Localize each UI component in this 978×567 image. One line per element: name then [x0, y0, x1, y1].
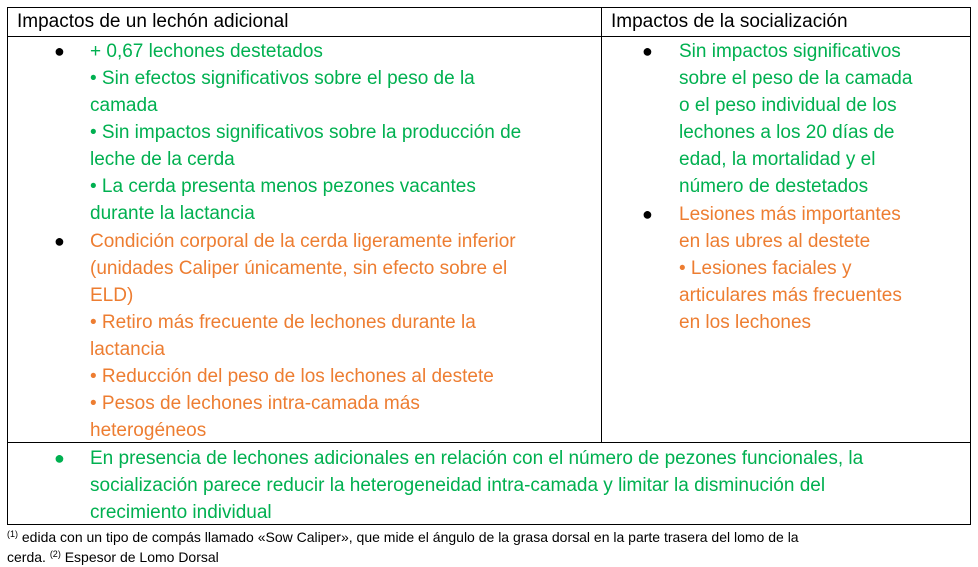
header-cell-extra-piglet: Impactos de un lechón adicional	[8, 8, 602, 36]
text-line: • Reducción del peso de los lechones al destete	[90, 366, 494, 387]
text-line: en los lechones	[679, 312, 812, 333]
footnote-text: Espesor de Lomo Dorsal	[60, 549, 219, 565]
bullet-icon: ●	[54, 448, 65, 468]
cell-socialization-impacts	[602, 37, 970, 442]
footnote-marker: (2)	[49, 549, 61, 559]
text-line: lechones a los 20 días de	[679, 122, 895, 143]
cell-extra-piglet-impacts	[8, 37, 602, 442]
bullet-icon: ●	[54, 231, 65, 251]
text-line: • Pesos de lechones intra-camada más	[90, 393, 420, 414]
text-line: En presencia de lechones adicionales en relación con el número de pezones funcionales, la	[90, 448, 864, 469]
text-line: articulares más frecuentes	[679, 285, 902, 306]
text-line: • Retiro más frecuente de lechones durante la	[90, 312, 476, 333]
text-line: lactancia	[90, 339, 165, 360]
bullet-icon: ●	[642, 204, 653, 224]
text-line: o el peso individual de los	[679, 95, 897, 116]
text-line: en las ubres al destete	[679, 231, 871, 252]
text-line: (unidades Caliper únicamente, sin efecto sobre el	[90, 258, 508, 279]
text-line: leche de la cerda	[90, 149, 235, 170]
text-line: socialización parece reducir la heterogeneidad intra-camada y limitar la disminución del	[90, 475, 826, 496]
text-line: Sin impactos significativos	[679, 41, 901, 62]
impacts-table	[7, 7, 971, 525]
table-header-row	[8, 8, 970, 37]
text-line: • La cerda presenta menos pezones vacantes	[90, 176, 476, 197]
text-line: + 0,67 lechones destetados	[90, 41, 323, 62]
text-line: durante la lactancia	[90, 203, 255, 224]
text-line: camada	[90, 95, 158, 116]
table-footer-row	[8, 443, 970, 524]
bullet-icon: ●	[54, 41, 65, 61]
text-line: número de destetados	[679, 176, 869, 197]
bullet-icon: ●	[642, 41, 653, 61]
footnote-text: edida con un tipo de compás llamado «Sow Caliper», que mide el ángulo de la grasa dorsal en la parte trasera del lomo de la	[18, 529, 799, 545]
text-line: • Lesiones faciales y	[679, 258, 852, 279]
table-body-row	[8, 37, 970, 443]
text-line: crecimiento individual	[90, 502, 272, 523]
text-line: Lesiones más importantes	[679, 204, 901, 225]
text-line: edad, la mortalidad y el	[679, 149, 876, 170]
footnote-text: cerda.	[7, 549, 50, 565]
text-line: Condición corporal de la cerda ligeramente inferior	[90, 231, 516, 252]
header-cell-socialization: Impactos de la socialización	[611, 11, 848, 32]
text-line: heterogéneos	[90, 420, 207, 441]
text-line: • Sin efectos significativos sobre el peso de la	[90, 68, 475, 89]
text-line: sobre el peso de la camada	[679, 68, 913, 89]
footnote-marker: (1)	[7, 529, 18, 539]
text-line: ELD)	[90, 285, 134, 306]
text-line: • Sin impactos significativos sobre la producción de	[90, 122, 522, 143]
